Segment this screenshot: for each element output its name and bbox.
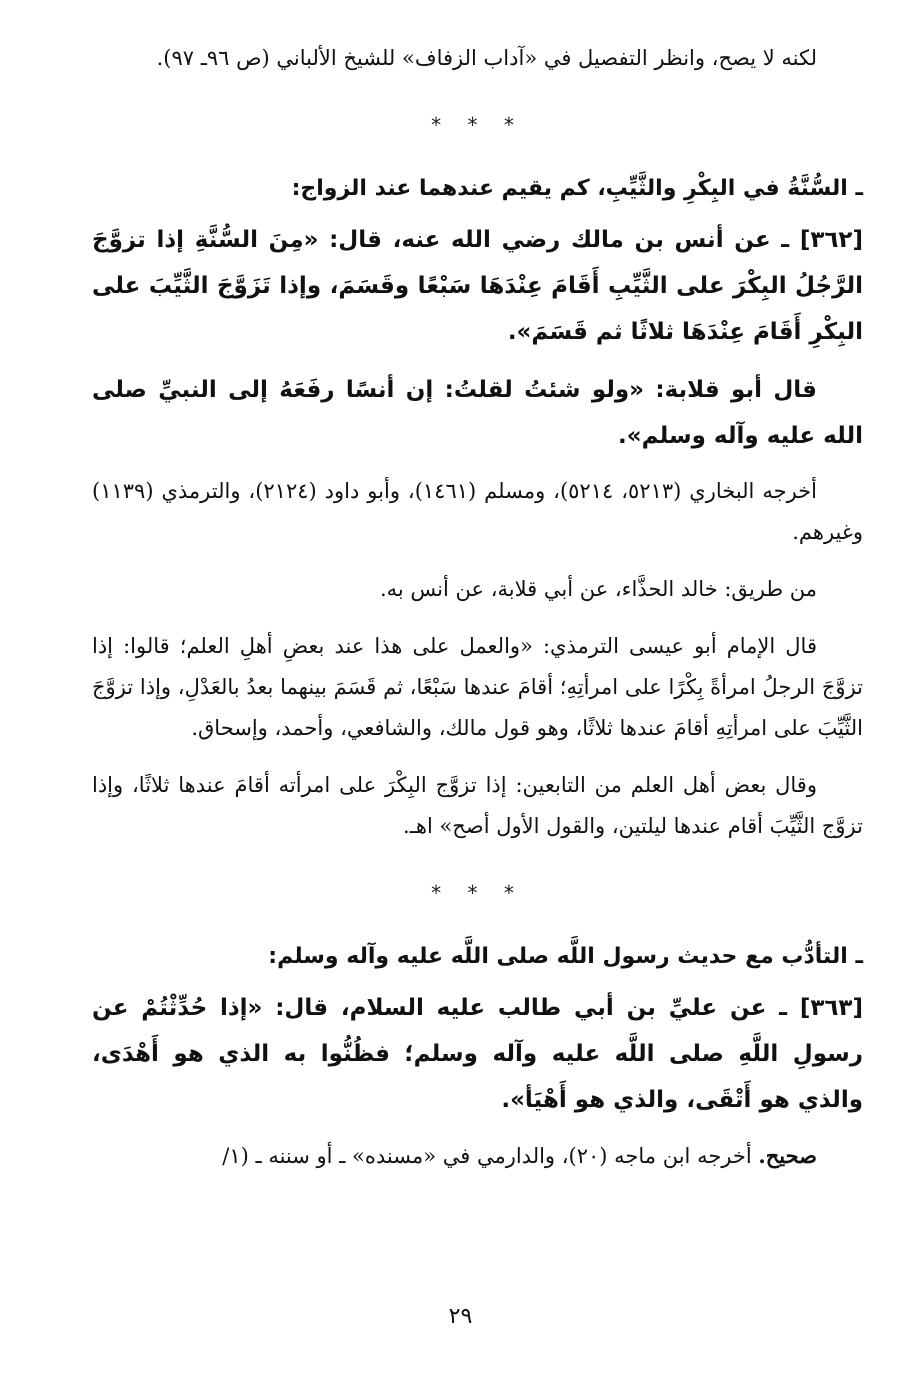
section-separator: * * * xyxy=(431,881,524,905)
section-heading-hadith-etiquette: ـ التأدُّب مع حديث رسول اللَّه صلى اللَّه عليه وآله وسلم: xyxy=(268,944,863,969)
grade-label: صحيح. xyxy=(758,1143,817,1168)
abu-qilaba-statement: قال أبو قلابة: «ولو شئتُ لقلتُ: إن أنسًا رفَعَهُ إلى النبيِّ صلى الله عليه وآله وسلم». xyxy=(92,377,863,449)
isnad-route-362: من طريق: خالد الحذَّاء، عن أبي قلابة، عن أنس به. xyxy=(379,577,817,601)
tabieen-opinion: وقال بعض أهل العلم من التابعين: إذا تزوَّج البِكْرَ على امرأته أقامَ عندها ثلاثًا، وإذا تزوَّج الثَّيِّبَ أقام عندها ليلتين، والقول الأول أصح» اهـ. xyxy=(92,773,863,838)
top-footnote-continuation: لكنه لا يصح، وانظر التفصيل في «آداب الزفاف» للشيخ الألباني (ص ٩٦ـ ٩٧). xyxy=(156,46,817,70)
hadith-362: [٣٦٢] ـ عن أنس بن مالك رضي الله عنه، قال: «مِنَ السُّنَّةِ إذا تزوَّجَ الرَّجُلُ البِكْرَ على الثَّيِّبِ أَقَامَ عِنْدَهَا سَبْعًا وقَسَمَ، وإذا تَزَوَّجَ الثَّيِّبَ على البِكْرِ أَقَامَ عِنْدَهَا ثلاثًا ثم قَسَمَ». xyxy=(92,227,863,345)
takhrij-362: أخرجه البخاري (٥٢١٣، ٥٢١٤)، ومسلم (١٤٦١)، وأبو داود (٢١٢٤)، والترمذي (١١٣٩) وغيرهم. xyxy=(92,479,863,544)
takhrij-363-text: أخرجه ابن ماجه (٢٠)، والدارمي في «مسنده» ـ أو سننه ـ (١/ xyxy=(222,1144,752,1168)
takhrij-363 xyxy=(92,1135,863,1177)
tirmidhi-commentary: قال الإمام أبو عيسى الترمذي: «والعمل على هذا عند بعضِ أهلِ العلم؛ قالوا: إذا تزوَّجَ الرجلُ امرأةً بِكْرًا على امرأتِهِ؛ أقامَ عندها سَبْعًا، ثم قَسَمَ بينهما بعدُ بالعَدْلِ، وإذا تزوَّجَ الثَّيِّبَ على امرأتِهِ أقامَ عندها ثلاثًا، وهو قول مالك، والشافعي، وأحمد، وإسحاق. xyxy=(92,634,863,740)
section-separator: * * * xyxy=(431,113,524,137)
section-heading-bikr-thayyib: ـ السُّنَّةُ في البِكْرِ والثَّيِّبِ، كم يقيم عندهما عند الزواج: xyxy=(291,176,863,201)
page-number: ٢٩ xyxy=(448,1304,473,1329)
hadith-363: [٣٦٣] ـ عن عليِّ بن أبي طالب عليه السلام، قال: «إذا حُدِّثْتُمْ عن رسولِ اللَّهِ صلى اللَّه عليه وآله وسلم؛ فظُنُّوا به الذي هو أَهْدَى، والذي هو أَتْقَى، والذي هو أَهْيَأ». xyxy=(92,995,863,1113)
